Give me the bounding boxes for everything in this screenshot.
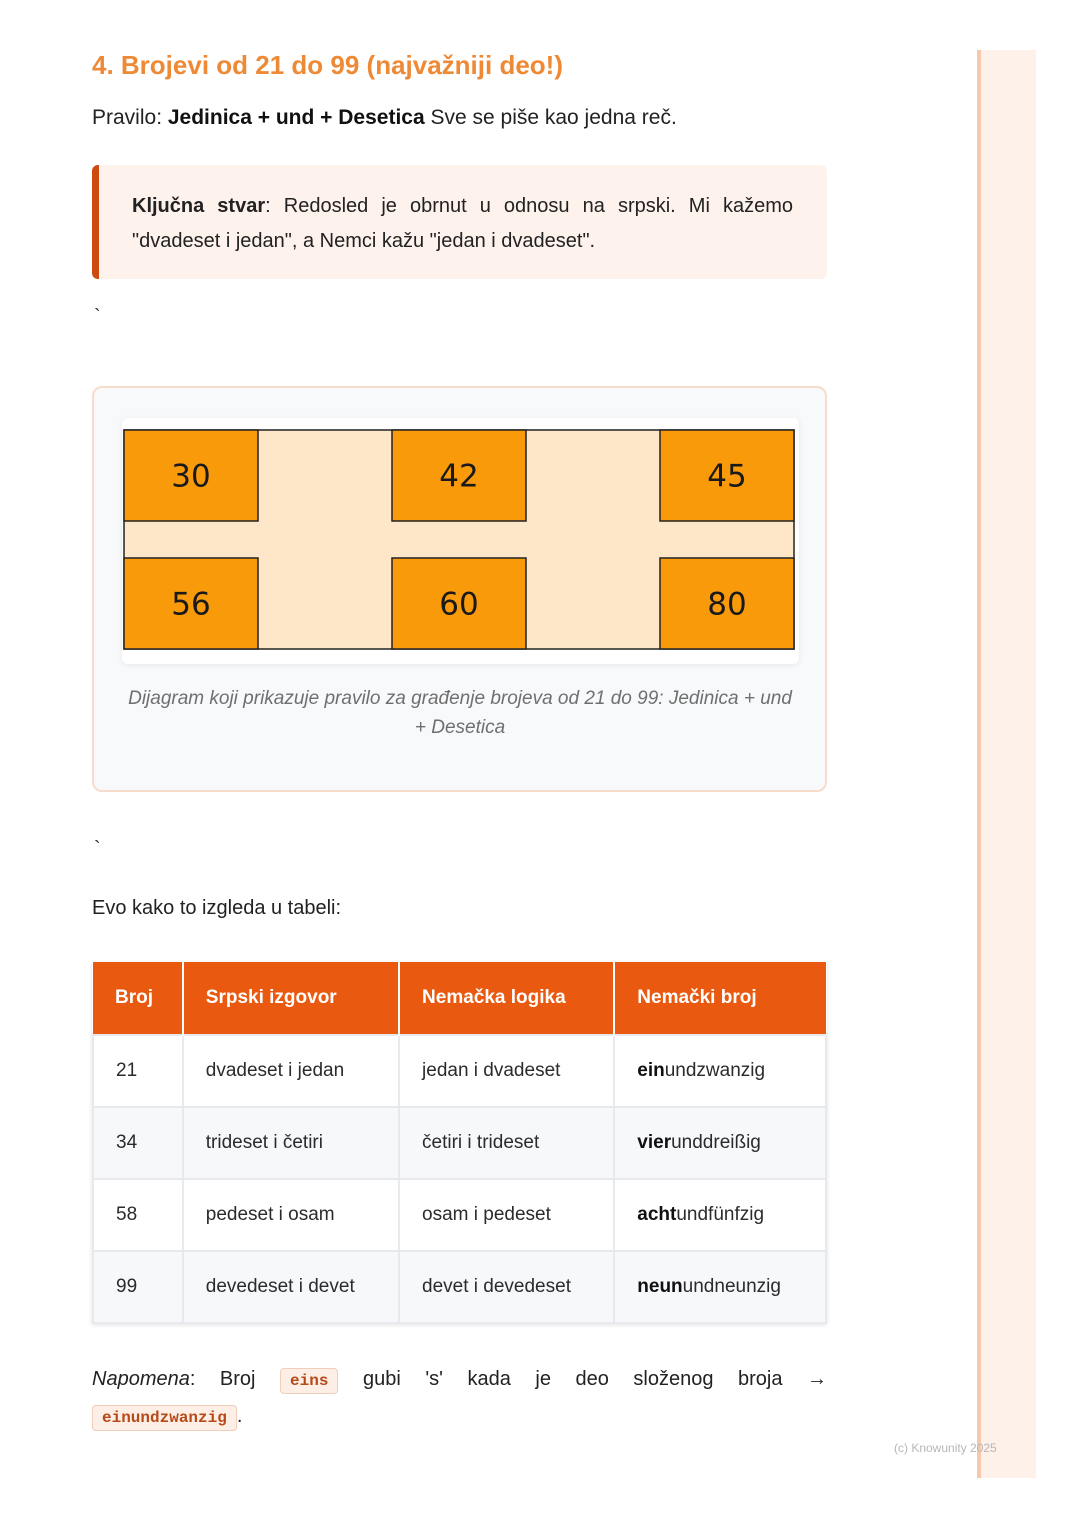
table-intro: Evo kako to izgleda u tabeli: [92,897,342,919]
table-row [93,1251,826,1323]
stray-backtick: ` [94,306,101,328]
right-margin-bar [977,50,1036,1478]
code-einundzwanzig: einundzwanzig [92,1405,237,1431]
number-label-60: 60 [439,586,479,623]
numbers-table [92,962,827,1324]
callout-text: : Redosled je obrnut u odnosu na srpski. Mi kažemo "dvadeset i jedan", a Nemci kažu "jedan i dvadeset". [132,195,793,252]
header-broj: Broj [93,962,183,1035]
diagram-card [122,418,799,664]
german-rest: undzwanzig [664,1060,766,1081]
cell-german [614,1035,826,1107]
german-unit: acht [637,1204,677,1225]
cell-number: 34 [93,1107,183,1179]
rule-suffix: Sve se piše kao jedna reč. [424,106,677,129]
stray-backtick-2: ` [94,838,101,860]
diagram-caption: Dijagram koji prikazuje pravilo za građenje brojeva od 21 do 99: Jedinica + und + Desetica [128,688,792,738]
cell-logic: jedan i dvadeset [399,1035,614,1107]
german-unit: neun [637,1276,683,1297]
note-text-1: : Broj [189,1368,256,1390]
cell-german [614,1179,826,1251]
cell-serbian: trideset i četiri [183,1107,399,1179]
number-diagram [122,418,799,664]
table-row [93,1179,826,1251]
cell-number: 58 [93,1179,183,1251]
header-logika: Nemačka logika [399,962,614,1035]
cell-german [614,1107,826,1179]
number-label-45: 45 [707,458,747,495]
callout-label: Ključna stvar [132,195,266,217]
number-label-42: 42 [439,458,479,495]
note-paragraph [92,1360,827,1400]
cell-number: 99 [93,1251,183,1323]
number-label-30: 30 [171,458,211,495]
cell-serbian: devedeset i devet [183,1251,399,1323]
note-text-2: gubi 's' kada je deo složenog broja → [363,1368,828,1390]
number-label-56: 56 [171,586,211,623]
cell-serbian: pedeset i osam [183,1179,399,1251]
header-nemacki: Nemački broj [614,962,826,1035]
section-heading: 4. Brojevi od 21 do 99 (najvažniji deo!) [92,50,563,80]
german-rest: unddreißig [671,1132,761,1153]
key-point-callout [92,165,827,279]
note-end: . [236,1405,243,1427]
rule-prefix: Pravilo: [92,106,168,129]
note-label: Napomena [92,1368,190,1390]
german-rest: undfünfzig [676,1204,765,1225]
header-srpski: Srpski izgovor [183,962,399,1035]
cell-logic: četiri i trideset [399,1107,614,1179]
cell-number: 21 [93,1035,183,1107]
note-continuation [92,1399,242,1435]
table-row [93,1035,826,1107]
cell-logic: osam i pedeset [399,1179,614,1251]
german-unit: ein [637,1060,665,1081]
diagram-figure [92,386,827,792]
rule-text [92,106,677,130]
german-unit: vier [637,1132,672,1153]
cell-logic: devet i devedeset [399,1251,614,1323]
rule-formula: Jedinica + und + Desetica [167,106,425,129]
cell-german [614,1251,826,1323]
code-eins: eins [280,1368,338,1394]
number-label-80: 80 [707,586,747,623]
german-rest: undneunzig [682,1276,781,1297]
table-row [93,1107,826,1179]
copyright-footer: (c) Knowunity 2025 [894,1441,997,1455]
cell-serbian: dvadeset i jedan [183,1035,399,1107]
table-header-row [93,962,826,1035]
